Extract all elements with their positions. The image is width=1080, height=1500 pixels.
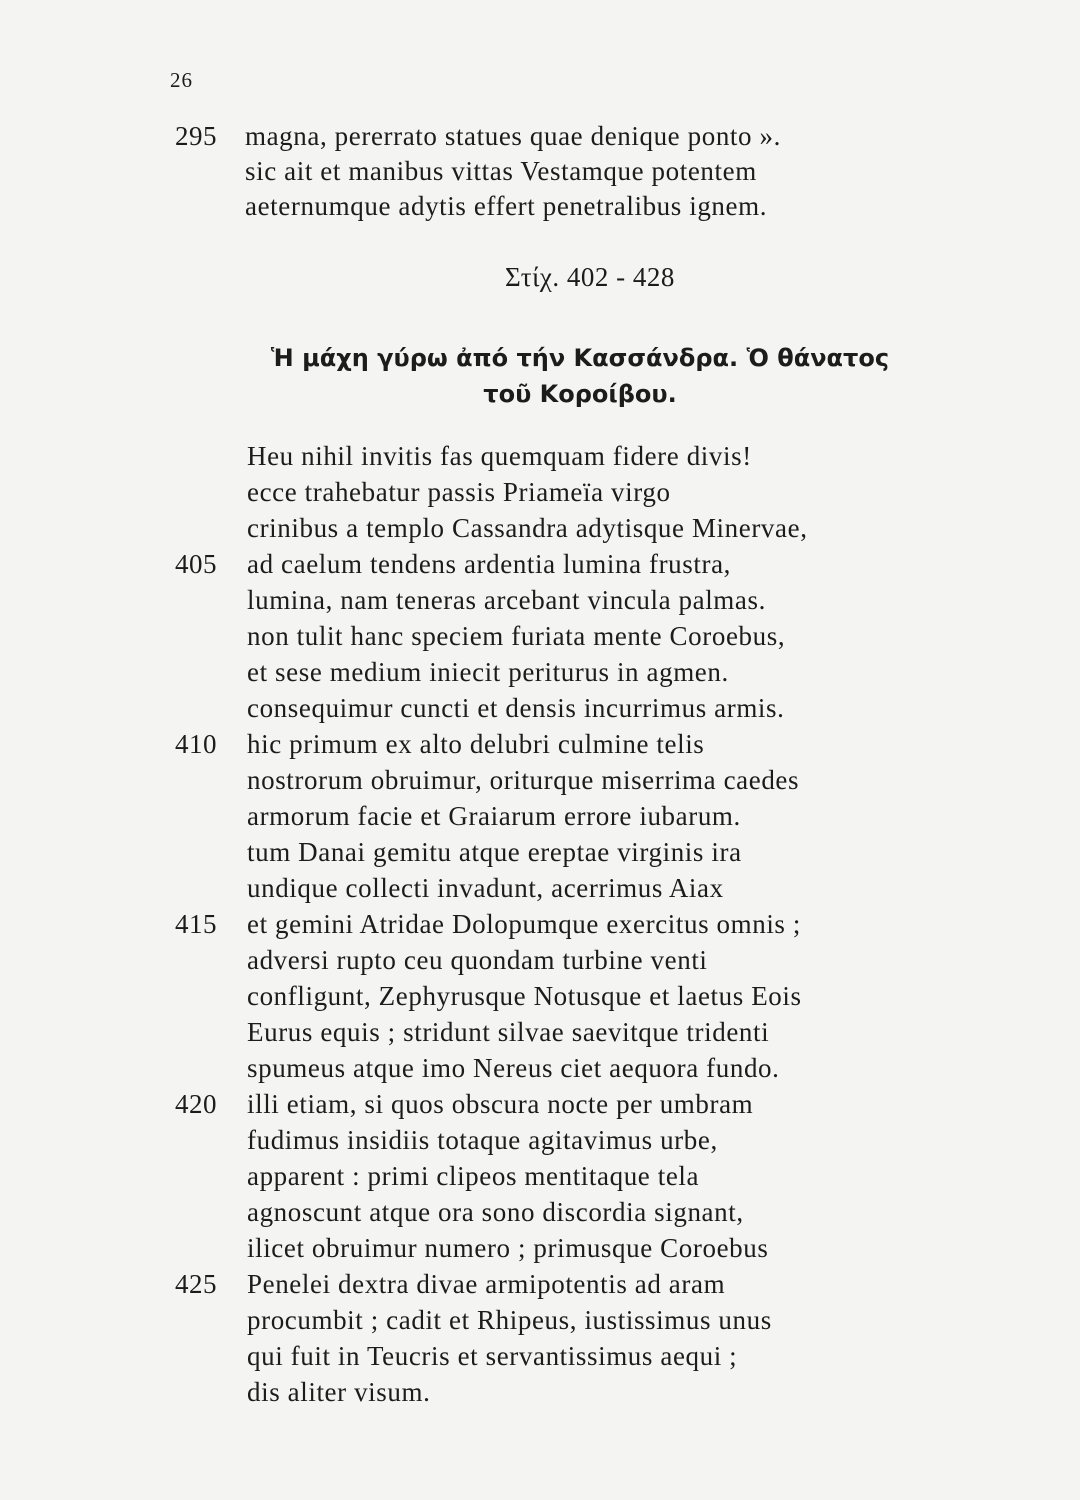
verse-line (0, 1122, 1080, 1158)
verse-line (0, 654, 1080, 690)
line-number: 295 (175, 121, 217, 151)
verse-text: ilicet obruimur numero ; primusque Coroebus (247, 1233, 769, 1263)
verse-line (0, 906, 1080, 942)
verse-line (0, 978, 1080, 1014)
verse-line (0, 153, 1080, 188)
verse-text: ecce trahebatur passis Priameïa virgo (247, 477, 671, 507)
verse-text: aeternumque adytis effert penetralibus ignem. (245, 191, 768, 221)
line-number: 410 (175, 729, 217, 759)
verse-text: Eurus equis ; stridunt silvae saevitque tridenti (247, 1017, 770, 1047)
verse-text: et gemini Atridae Dolopumque exercitus omnis ; (247, 909, 801, 939)
section-reference: Στίχ. 402 - 428 (505, 262, 675, 292)
verse-text: apparent : primi clipeos mentitaque tela (247, 1161, 700, 1191)
verse-text: nostrorum obruimur, oriturque miserrima caedes (247, 765, 800, 795)
verse-text: spumeus atque imo Nereus ciet aequora fundo. (247, 1053, 780, 1083)
verse-line (0, 1230, 1080, 1266)
verse-line (0, 438, 1080, 474)
verse-text: Heu nihil invitis fas quemquam fidere divis! (247, 441, 752, 471)
verse-text: armorum facie et Graiarum errore iubarum. (247, 801, 741, 831)
verse-text: non tulit hanc speciem furiata mente Coroebus, (247, 621, 786, 651)
verse-text: fudimus insidiis totaque agitavimus urbe, (247, 1125, 718, 1155)
verse-line (0, 834, 1080, 870)
page-number: 26 (170, 68, 193, 92)
verse-line (0, 1158, 1080, 1194)
verse-text: illi etiam, si quos obscura nocte per umbram (247, 1089, 754, 1119)
verse-text: lumina, nam teneras arcebant vincula palmas. (247, 585, 766, 615)
line-number: 420 (175, 1089, 217, 1119)
verse-text: qui fuit in Teucris et servantissimus aequi ; (247, 1341, 738, 1371)
verse-line (0, 942, 1080, 978)
verse-line (0, 546, 1080, 582)
verse-line (0, 1266, 1080, 1302)
line-number: 425 (175, 1269, 217, 1299)
verse-line (0, 1374, 1080, 1410)
verse-text: Penelei dextra divae armipotentis ad aram (247, 1269, 726, 1299)
verse-text: sic ait et manibus vittas Vestamque potentem (245, 156, 757, 186)
verse-text: crinibus a templo Cassandra adytisque Minervae, (247, 513, 808, 543)
verse-line (0, 1050, 1080, 1086)
verse-text: hic primum ex alto delubri culmine telis (247, 729, 705, 759)
verse-text: dis aliter visum. (247, 1377, 431, 1407)
section-heading (260, 340, 900, 412)
verse-line (0, 118, 1080, 153)
verse-line (0, 798, 1080, 834)
first-verse-block (0, 118, 1080, 223)
verse-text: consequimur cuncti et densis incurrimus armis. (247, 693, 785, 723)
verse-text: undique collecti invadunt, acerrimus Aiax (247, 873, 724, 903)
verse-text: ad caelum tendens ardentia lumina frustra, (247, 549, 732, 579)
heading-line-1: Ἡ μάχη γύρω ἀπό τήν Κασσάνδρα. Ὁ θάνατος (270, 344, 890, 372)
verse-line (0, 510, 1080, 546)
verse-text: et sese medium iniecit periturus in agmen. (247, 657, 729, 687)
verse-line (0, 188, 1080, 223)
verse-line (0, 726, 1080, 762)
verse-line (0, 1194, 1080, 1230)
verse-text: tum Danai gemitu atque ereptae virginis ira (247, 837, 742, 867)
verse-line (0, 474, 1080, 510)
verse-line (0, 1302, 1080, 1338)
verse-line (0, 1014, 1080, 1050)
verse-line (0, 618, 1080, 654)
verse-text: agnoscunt atque ora sono discordia signant, (247, 1197, 744, 1227)
verse-line (0, 762, 1080, 798)
verse-line (0, 870, 1080, 906)
main-verse-block (0, 438, 1080, 1410)
line-number: 415 (175, 909, 217, 939)
verse-line (0, 582, 1080, 618)
verse-line (0, 1338, 1080, 1374)
verse-text: confligunt, Zephyrusque Notusque et laetus Eois (247, 981, 802, 1011)
verse-line (0, 1086, 1080, 1122)
verse-line (0, 690, 1080, 726)
verse-text: adversi rupto ceu quondam turbine venti (247, 945, 708, 975)
verse-text: procumbit ; cadit et Rhipeus, iustissimus unus (247, 1305, 772, 1335)
verse-text: magna, pererrato statues quae denique ponto ». (245, 121, 781, 151)
heading-line-2: τοῦ Κοροίβου. (483, 380, 677, 408)
line-number: 405 (175, 549, 217, 579)
